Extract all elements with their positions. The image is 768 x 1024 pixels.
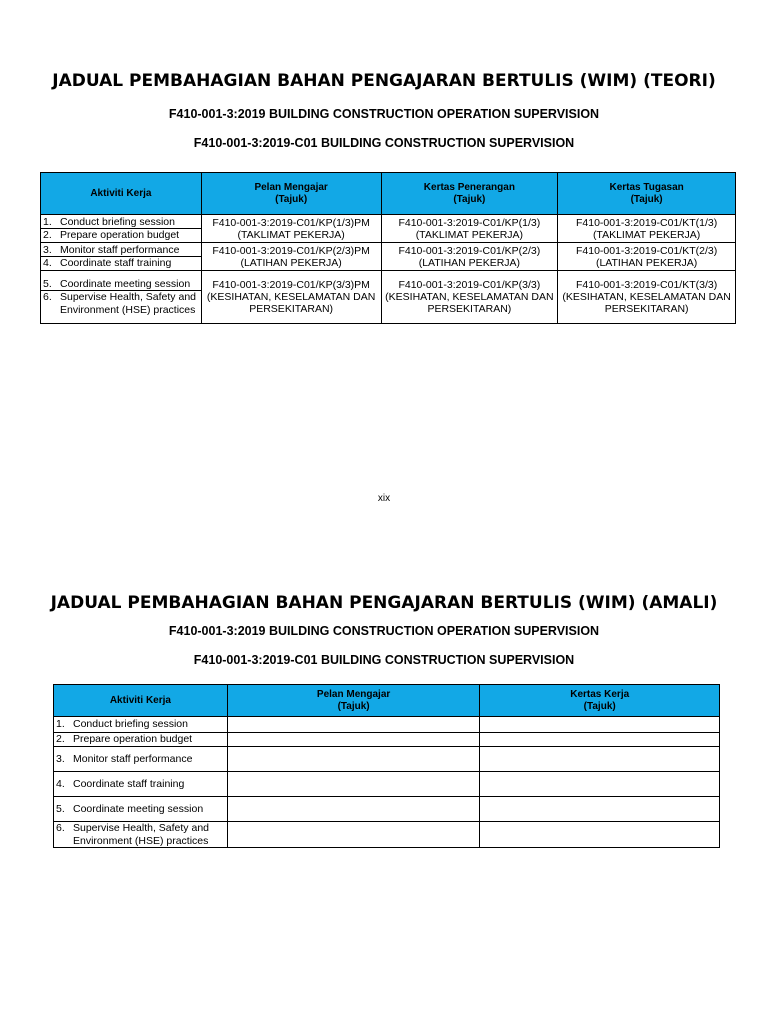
amali-subtitle-module: F410-001-3:2019-C01 BUILDING CONSTRUCTION SUPERVISION [193,653,575,667]
table-row [41,271,736,324]
activity-cell [41,243,202,271]
activity-cell: 5. Coordinate meeting session [54,797,228,822]
pelan-mengajar-cell [227,733,480,747]
list-item: 4. Coordinate staff training [43,257,172,269]
header-aktiviti-kerja: Aktiviti Kerja [54,685,228,717]
kertas-tugasan-cell: F410-001-3:2019-C01/KT(3/3) (KESIHATAN, KESELAMATAN DAN PERSEKITARAN) [558,271,736,324]
header-kertas-kerja: Kertas Kerja (Tajuk) [480,685,720,717]
kertas-penerangan-cell: F410-001-3:2019-C01/KP(3/3) (KESIHATAN, KESELAMATAN DAN PERSEKITARAN) [381,271,558,324]
pelan-mengajar-cell [227,822,480,848]
table-row [54,822,720,848]
table-row [54,772,720,797]
header-pelan-mengajar: Pelan Mengajar (Tajuk) [201,173,381,215]
header-pelan-mengajar: Pelan Mengajar (Tajuk) [227,685,480,717]
list-item: 6. Supervise Health, Safety and Environment (HSE) practices [43,291,196,316]
table-row [54,733,720,747]
header-kertas-penerangan: Kertas Penerangan (Tajuk) [381,173,558,215]
kertas-penerangan-cell: F410-001-3:2019-C01/KP(1/3) (TAKLIMAT PEKERJA) [381,215,558,243]
kertas-kerja-cell [480,717,720,733]
header-kertas-tugasan: Kertas Tugasan (Tajuk) [558,173,736,215]
teori-subtitle-module: F410-001-3:2019-C01 BUILDING CONSTRUCTION SUPERVISION [193,136,575,150]
pelan-mengajar-cell [227,797,480,822]
pelan-mengajar-cell [227,772,480,797]
kertas-penerangan-cell: F410-001-3:2019-C01/KP(2/3) (LATIHAN PEKERJA) [381,243,558,271]
kertas-kerja-cell [480,733,720,747]
list-item: 2. Prepare operation budget [43,229,180,241]
table-row [54,747,720,772]
list-item: 5. Coordinate meeting session [41,278,201,292]
pelan-mengajar-cell: F410-001-3:2019-C01/KP(3/3)PM (KESIHATAN, KESELAMATAN DAN PERSEKITARAN) [201,271,381,324]
activity-cell: 4. Coordinate staff training [54,772,228,797]
list-item: 1. Conduct briefing session [41,216,201,230]
pelan-mengajar-cell: F410-001-3:2019-C01/KP(1/3)PM (TAKLIMAT PEKERJA) [201,215,381,243]
amali-title: JADUAL PEMBAHAGIAN BAHAN PENGAJARAN BERTULIS (WIM) (AMALI) [50,593,718,613]
kertas-kerja-cell [480,822,720,848]
activity-cell: 3. Monitor staff performance [54,747,228,772]
teori-table [40,172,736,324]
teori-header-row [41,173,736,215]
activity-cell [41,215,202,243]
page-number: xix [377,493,391,504]
pelan-mengajar-cell [227,717,480,733]
kertas-kerja-cell [480,772,720,797]
activity-cell: 2. Prepare operation budget [54,733,228,747]
table-row [41,215,736,243]
kertas-kerja-cell [480,747,720,772]
header-aktiviti-kerja: Aktiviti Kerja [41,173,202,215]
pelan-mengajar-cell: F410-001-3:2019-C01/KP(2/3)PM (LATIHAN PEKERJA) [201,243,381,271]
activity-cell: 6. Supervise Health, Safety and Environment (HSE) practices [54,822,228,848]
table-row [41,243,736,271]
list-item: 3. Monitor staff performance [41,244,201,258]
kertas-tugasan-cell: F410-001-3:2019-C01/KT(1/3) (TAKLIMAT PEKERJA) [558,215,736,243]
amali-header-row [54,685,720,717]
amali-subtitle-standard: F410-001-3:2019 BUILDING CONSTRUCTION OPERATION SUPERVISION [168,624,600,638]
pelan-mengajar-cell [227,747,480,772]
kertas-kerja-cell [480,797,720,822]
teori-title: JADUAL PEMBAHAGIAN BAHAN PENGAJARAN BERTULIS (WIM) (TEORI) [52,71,716,91]
activity-cell [41,271,202,324]
table-row [54,797,720,822]
amali-table [53,684,720,848]
table-row [54,717,720,733]
activity-cell: 1. Conduct briefing session [54,717,228,733]
kertas-tugasan-cell: F410-001-3:2019-C01/KT(2/3) (LATIHAN PEKERJA) [558,243,736,271]
teori-subtitle-standard: F410-001-3:2019 BUILDING CONSTRUCTION OPERATION SUPERVISION [168,107,600,121]
